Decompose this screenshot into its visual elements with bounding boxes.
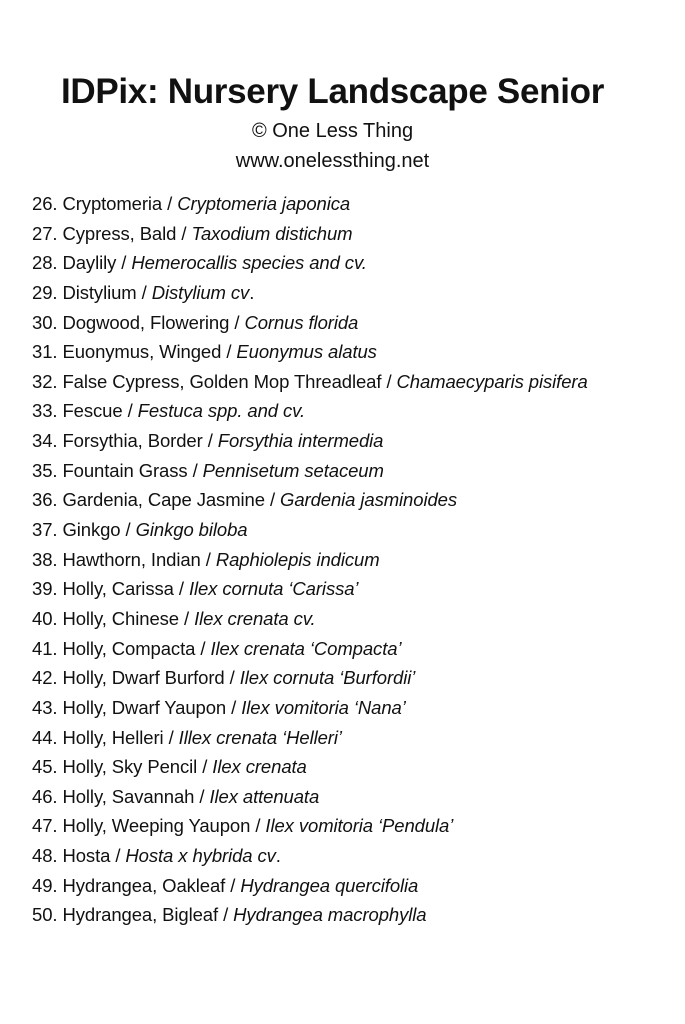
name-separator: / <box>197 756 213 778</box>
scientific-name: Ilex cornuta ‘Carissa’ <box>188 578 359 600</box>
item-number: 47. <box>32 815 58 837</box>
common-name: Dogwood, Flowering <box>62 311 230 333</box>
common-name: Cypress, Bald <box>62 222 177 244</box>
list-item <box>32 723 677 753</box>
item-number: 34. <box>32 430 58 452</box>
name-separator: / <box>218 904 234 926</box>
item-number: 50. <box>32 904 58 926</box>
list-item <box>32 337 677 367</box>
scientific-name: Ilex crenata cv. <box>194 607 316 629</box>
item-number: 35. <box>32 459 58 481</box>
name-separator: / <box>162 193 178 214</box>
list-item <box>32 663 677 693</box>
website-url: www.onelessthing.net <box>235 150 430 172</box>
name-separator: / <box>116 252 132 274</box>
common-name: Ginkgo <box>62 519 121 541</box>
item-number: 45. <box>32 756 58 778</box>
common-name: Holly, Compacta <box>62 637 196 659</box>
common-name: Gardenia, Cape Jasmine <box>62 489 265 511</box>
common-name: Holly, Dwarf Burford <box>62 667 225 689</box>
name-separator: / <box>381 370 397 392</box>
list-item <box>32 693 677 723</box>
item-number: 30. <box>32 311 58 333</box>
name-separator: / <box>200 548 216 570</box>
list-item <box>32 248 677 278</box>
item-number: 27. <box>32 222 58 244</box>
name-separator: / <box>195 637 211 659</box>
item-number: 32. <box>32 370 58 392</box>
name-separator: / <box>202 430 218 452</box>
copyright-notice: © One Less Thing <box>251 120 414 142</box>
common-name: Holly, Carissa <box>62 578 174 600</box>
name-separator: / <box>163 726 179 748</box>
list-item <box>32 871 677 901</box>
item-number: 41. <box>32 637 58 659</box>
name-separator: / <box>229 311 245 333</box>
common-name: Distylium <box>62 281 137 303</box>
item-number: 33. <box>32 400 58 422</box>
list-item <box>32 189 677 219</box>
name-suffix: . <box>275 845 281 867</box>
item-number: 31. <box>32 341 58 363</box>
item-number: 38. <box>32 548 58 570</box>
list-item <box>32 574 677 604</box>
list-item <box>32 752 677 782</box>
page-title: IDPix: Nursery Landscape Senior <box>60 72 605 111</box>
common-name: Fescue <box>62 400 123 422</box>
name-separator: / <box>120 519 136 541</box>
scientific-name: Ilex crenata <box>212 756 307 778</box>
scientific-name: Cryptomeria japonica <box>177 193 351 214</box>
scientific-name: Forsythia intermedia <box>217 430 384 452</box>
scientific-name: Chamaecyparis pisifera <box>396 370 588 392</box>
common-name: Holly, Savannah <box>62 785 195 807</box>
item-number: 28. <box>32 252 58 274</box>
common-name: Fountain Grass <box>62 459 188 481</box>
name-separator: / <box>178 607 195 629</box>
list-item <box>32 545 677 575</box>
common-name: Holly, Sky Pencil <box>62 756 198 778</box>
scientific-name: Taxodium distichum <box>191 222 353 244</box>
name-separator: / <box>221 341 237 363</box>
item-number: 29. <box>32 281 58 303</box>
common-name: Holly, Helleri <box>62 726 164 748</box>
scientific-name: Illex crenata ‘Helleri’ <box>178 726 342 748</box>
name-separator: / <box>224 667 240 689</box>
scientific-name: Ilex vomitoria ‘Pendula’ <box>265 815 454 837</box>
common-name: Hawthorn, Indian <box>62 548 201 570</box>
common-name: Holly, Weeping Yaupon <box>62 815 251 837</box>
list-item <box>32 515 677 545</box>
item-number: 44. <box>32 726 58 748</box>
name-separator: / <box>250 815 266 837</box>
name-separator: / <box>136 281 152 303</box>
common-name: Holly, Chinese <box>62 607 179 629</box>
plant-list <box>32 189 677 930</box>
name-separator: / <box>176 222 192 244</box>
scientific-name: Ilex vomitoria ‘Nana’ <box>241 696 406 718</box>
name-separator: / <box>264 489 281 511</box>
list-item <box>32 782 677 812</box>
item-number: 36. <box>32 489 58 511</box>
common-name: Forsythia, Border <box>62 430 203 452</box>
scientific-name: Ilex crenata ‘Compacta’ <box>210 637 402 659</box>
item-number: 46. <box>32 785 58 807</box>
common-name: Cryptomeria <box>62 193 163 214</box>
common-name: Hosta <box>62 845 111 867</box>
name-separator: / <box>226 696 242 718</box>
item-number: 26. <box>32 193 58 214</box>
common-name: Holly, Dwarf Yaupon <box>62 696 227 718</box>
scientific-name: Gardenia jasminoides <box>280 489 457 511</box>
scientific-name: Hydrangea quercifolia <box>240 874 419 896</box>
list-item <box>32 219 677 249</box>
list-item <box>32 841 677 871</box>
list-item <box>32 634 677 664</box>
list-item <box>32 456 677 486</box>
item-number: 40. <box>32 607 58 629</box>
scientific-name: Ilex cornuta ‘Burfordii’ <box>239 667 416 689</box>
list-item <box>32 426 677 456</box>
item-number: 39. <box>32 578 58 600</box>
name-separator: / <box>173 578 189 600</box>
scientific-name: Raphiolepis indicum <box>215 548 380 570</box>
scientific-name: Ilex attenuata <box>209 785 320 807</box>
scientific-name: Hydrangea macrophylla <box>233 904 427 926</box>
name-separator: / <box>122 400 138 422</box>
list-item <box>32 811 677 841</box>
list-item <box>32 900 677 930</box>
scientific-name: Euonymus alatus <box>236 341 377 363</box>
scientific-name: Festuca spp. and cv. <box>137 400 305 422</box>
common-name: Hydrangea, Oakleaf <box>62 874 226 896</box>
list-item <box>32 485 677 515</box>
item-number: 42. <box>32 667 58 689</box>
name-separator: / <box>187 459 203 481</box>
item-number: 49. <box>32 874 58 896</box>
list-item <box>32 308 677 338</box>
common-name: Daylily <box>62 252 117 274</box>
item-number: 37. <box>32 519 58 541</box>
item-number: 43. <box>32 696 58 718</box>
name-suffix: . <box>249 281 255 303</box>
scientific-name: Distylium cv <box>151 281 250 303</box>
item-number: 48. <box>32 845 58 867</box>
scientific-name: Ginkgo biloba <box>135 519 248 541</box>
common-name: Hydrangea, Bigleaf <box>62 904 219 926</box>
common-name: False Cypress, Golden Mop Threadleaf <box>62 370 382 392</box>
scientific-name: Hosta x hybrida cv <box>125 845 276 867</box>
scientific-name: Cornus florida <box>244 311 359 333</box>
scientific-name: Pennisetum setaceum <box>202 459 384 481</box>
list-item <box>32 278 677 308</box>
common-name: Euonymus, Winged <box>62 341 222 363</box>
name-separator: / <box>194 785 210 807</box>
list-item <box>32 396 677 426</box>
scientific-name: Hemerocallis species and cv. <box>131 252 367 274</box>
list-item <box>32 604 677 634</box>
list-item <box>32 367 677 397</box>
name-separator: / <box>225 874 241 896</box>
name-separator: / <box>110 845 126 867</box>
